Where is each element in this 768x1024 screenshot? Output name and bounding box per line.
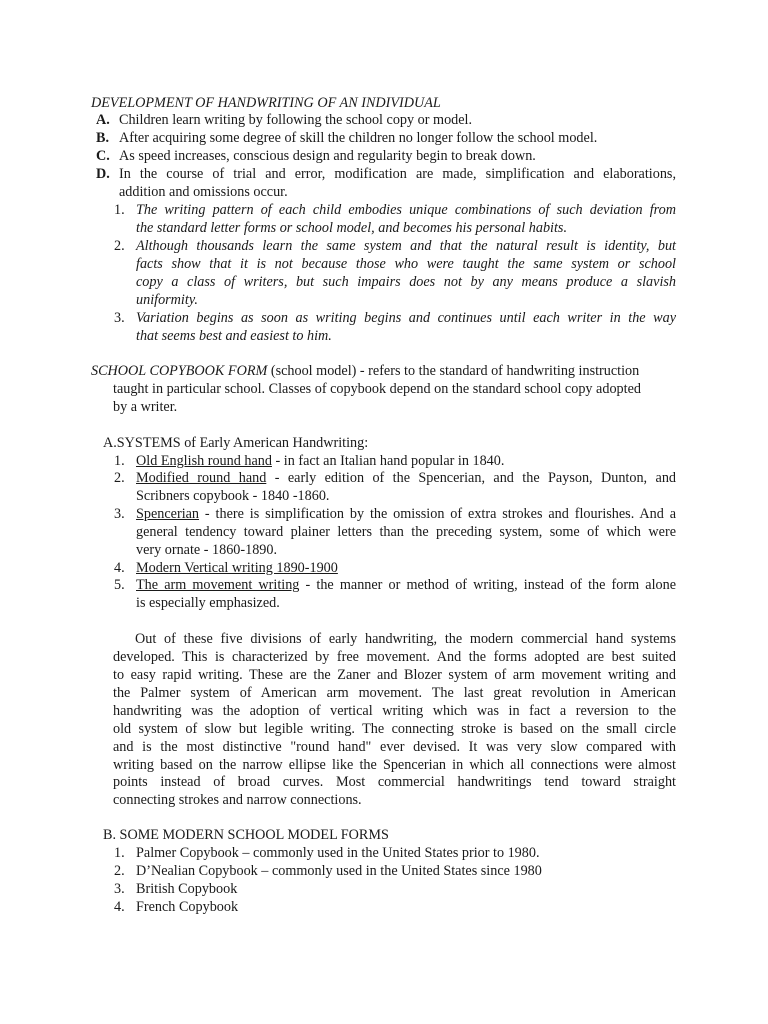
system-item-5 bbox=[136, 576, 676, 594]
system-text-3-cont: general tendency toward plainer letters than the preceding system, some of which were bbox=[136, 524, 676, 540]
item-text-b: After acquiring some degree of skill the children no longer follow the school model. bbox=[119, 130, 598, 146]
modern-label-1: 1. bbox=[114, 845, 125, 861]
item-label-c: C. bbox=[96, 148, 110, 164]
copybook-paragraph bbox=[91, 362, 639, 380]
modern-item-3: British Copybook bbox=[136, 881, 238, 897]
system-term-1: Old English round hand bbox=[136, 453, 272, 469]
paragraph-line: old system of slow but legible writing. The connecting stroke is based on the small circle bbox=[113, 721, 676, 737]
subitem-text-2-cont: copy a class of writers, but such impairs does not by any means produce a slavish bbox=[136, 274, 676, 290]
paragraph-line: handwriting was the adoption of vertical writing which was in fact a reversion to the bbox=[113, 703, 676, 719]
paragraph-line: Out of these five divisions of early handwriting, the modern commercial hand systems bbox=[135, 631, 676, 647]
modern-item-2: D’Nealian Copybook – commonly used in the United States since 1980 bbox=[136, 863, 542, 879]
subitem-label-1: 1. bbox=[114, 202, 125, 218]
paragraph-line: to easy rapid writing. These are the Zaner and Blozer system of arm movement writing and bbox=[113, 667, 676, 683]
subitem-text-3: Variation begins as soon as writing begins and continues until each writer in the way bbox=[136, 310, 676, 326]
paragraph-line: developed. This is characterized by free movement. And the forms adopted are best suited bbox=[113, 649, 676, 665]
system-text-3: - there is simplification by the omission of extra strokes and flourishes. And a bbox=[199, 506, 676, 522]
paragraph-line: writing based on the narrow ellipse like the Spencerian in which all connections were almost bbox=[113, 757, 676, 773]
system-label-1: 1. bbox=[114, 453, 125, 469]
modern-label-3: 3. bbox=[114, 881, 125, 897]
system-text-2-cont: Scribners copybook - 1840 -1860. bbox=[136, 488, 330, 504]
system-item-2 bbox=[136, 469, 676, 487]
paragraph-line: points instead of broad curves. Most commercial handwritings tend toward straight bbox=[113, 774, 676, 790]
copybook-line1: (school model) - refers to the standard of handwriting instruction bbox=[267, 363, 640, 379]
subitem-text-3-cont: that seems best and easiest to him. bbox=[136, 328, 332, 344]
subitem-label-3: 3. bbox=[114, 310, 125, 326]
paragraph-line: the Palmer system of American arm movement. The last great revolution in American bbox=[113, 685, 676, 701]
subitem-text-2-cont: facts show that it is not because those who were taught the same system or school bbox=[136, 256, 676, 272]
system-label-3: 3. bbox=[114, 506, 125, 522]
system-text-5-cont: is especially emphasized. bbox=[136, 595, 280, 611]
copybook-heading: SCHOOL COPYBOOK FORM bbox=[91, 363, 268, 379]
system-item-1 bbox=[136, 452, 504, 470]
item-text-c: As speed increases, conscious design and regularity begin to break down. bbox=[119, 148, 536, 164]
paragraph-line: and is the most distinctive "round hand" ever devised. It was very slow compared with bbox=[113, 739, 676, 755]
subitem-text-1-cont: the standard letter forms or school model, and becomes his personal habits. bbox=[136, 220, 567, 236]
system-label-5: 5. bbox=[114, 577, 125, 593]
subitem-text-2-cont: uniformity. bbox=[136, 292, 198, 308]
system-term-2: Modified round hand bbox=[136, 470, 267, 486]
modern-label-4: 4. bbox=[114, 899, 125, 915]
subitem-label-2: 2. bbox=[114, 238, 125, 254]
subitem-text-2: Although thousands learn the same system and that the natural result is identity, but bbox=[136, 238, 676, 254]
system-text-1: - in fact an Italian hand popular in 1840. bbox=[271, 453, 505, 469]
system-text-5: - the manner or method of writing, instead of the form alone bbox=[299, 577, 676, 593]
system-label-4: 4. bbox=[114, 560, 125, 576]
item-label-b: B. bbox=[96, 130, 110, 146]
item-text-d: In the course of trial and error, modification are made, simplification and elaborations, bbox=[119, 166, 676, 182]
systems-heading: A.SYSTEMS of Early American Handwriting: bbox=[103, 435, 369, 451]
paragraph-line: connecting strokes and narrow connections. bbox=[113, 792, 362, 808]
modern-item-1: Palmer Copybook – commonly used in the United States prior to 1980. bbox=[136, 845, 540, 861]
item-text-d-cont: addition and omissions occur. bbox=[119, 184, 288, 200]
system-term-3: Spencerian bbox=[136, 506, 200, 522]
item-label-a: A. bbox=[96, 112, 110, 128]
modern-item-4: French Copybook bbox=[136, 899, 239, 915]
modern-heading: B. SOME MODERN SCHOOL MODEL FORMS bbox=[103, 827, 389, 843]
subitem-text-1: The writing pattern of each child embodies unique combinations of such deviation from bbox=[136, 202, 676, 218]
copybook-line2: taught in particular school. Classes of copybook depend on the standard school copy adopted bbox=[113, 381, 641, 397]
item-text-a: Children learn writing by following the school copy or model. bbox=[119, 112, 473, 128]
system-text-2: - early edition of the Spencerian, and the Payson, Dunton, and bbox=[266, 470, 677, 486]
item-label-d: D. bbox=[96, 166, 110, 182]
copybook-line3: by a writer. bbox=[113, 399, 178, 415]
page-title: DEVELOPMENT OF HANDWRITING OF AN INDIVIDUAL bbox=[91, 95, 441, 111]
modern-label-2: 2. bbox=[114, 863, 125, 879]
system-item-4 bbox=[136, 559, 338, 577]
system-label-2: 2. bbox=[114, 470, 125, 486]
system-term-4: Modern Vertical writing 1890-1900 bbox=[136, 560, 338, 576]
system-term-5: The arm movement writing bbox=[136, 577, 300, 593]
system-item-3 bbox=[136, 505, 676, 523]
system-text-3-cont: very ornate - 1860-1890. bbox=[136, 542, 278, 558]
